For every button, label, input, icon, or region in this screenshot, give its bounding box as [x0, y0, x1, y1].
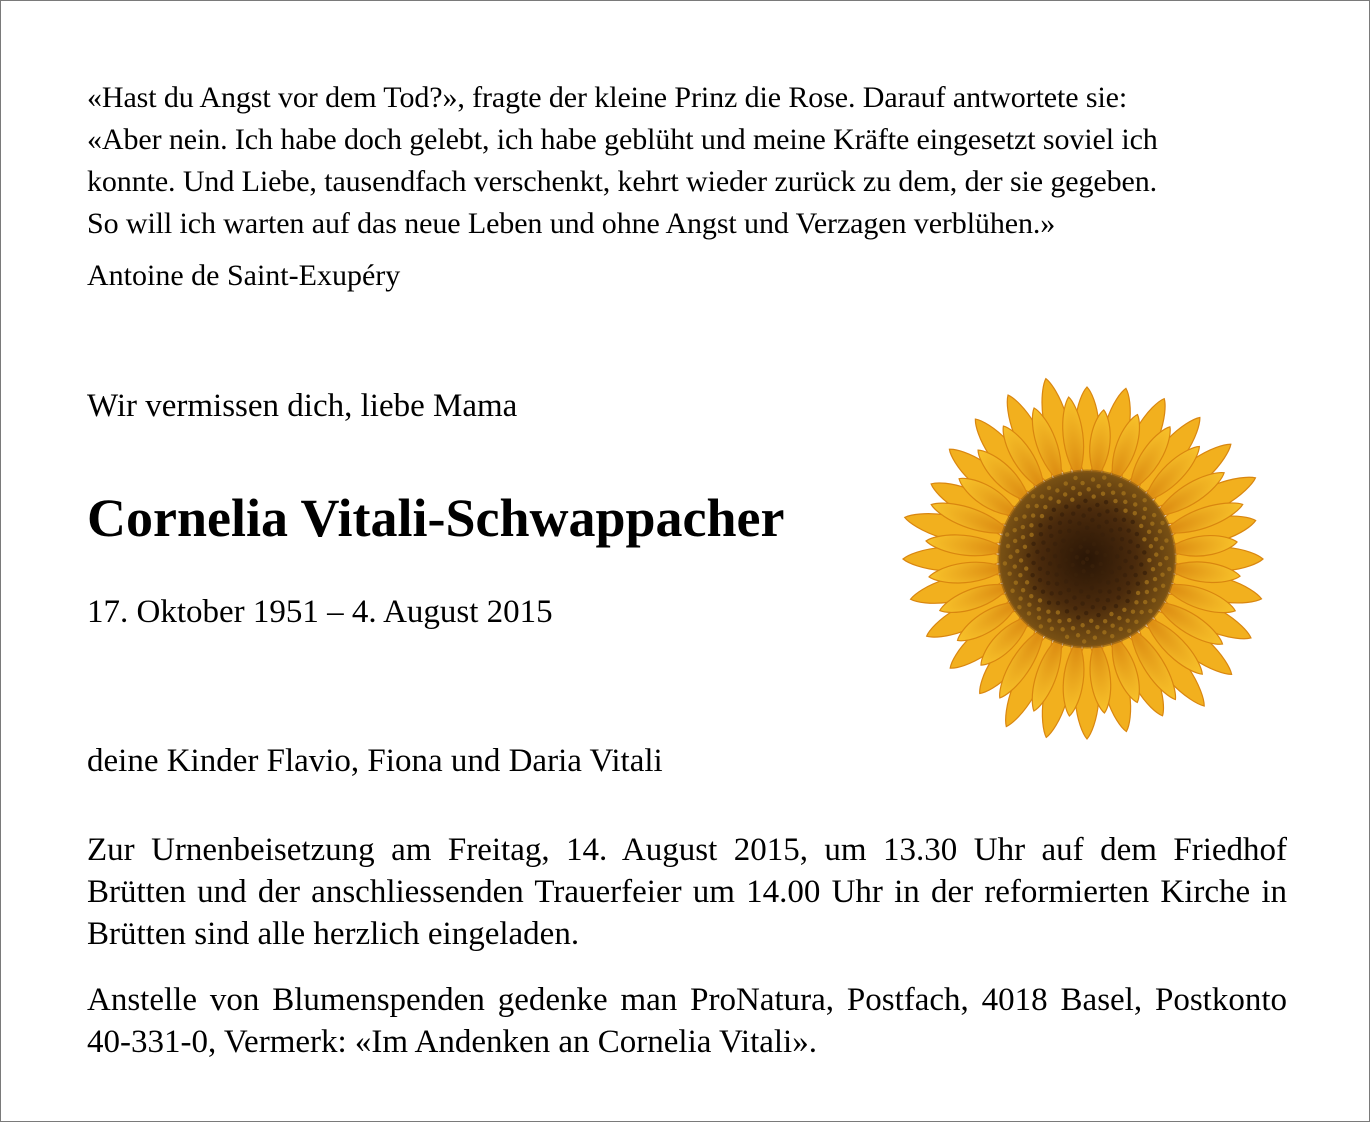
deceased-name: Cornelia Vitali-Schwappacher: [87, 488, 785, 548]
donation-paragraph: Anstelle von Blumenspenden gedenke man ProNatura, Postfach, 4018 Basel, Postkonto 40-331-0, Vermerk: «Im Andenken an Cornelia Vitali».: [87, 982, 1287, 1060]
quote-author: Antoine de Saint-Exupéry: [87, 259, 401, 292]
life-dates: 17. Oktober 1951 – 4. August 2015: [87, 594, 553, 630]
quote-line: «Aber nein. Ich habe doch gelebt, ich habe geblüht und meine Kräfte eingesetzt soviel ich: [87, 123, 1158, 156]
bereaved-children: deine Kinder Flavio, Fiona und Daria Vitali: [87, 743, 663, 779]
quote-block: [87, 77, 1287, 245]
ceremony-paragraph: Zur Urnenbeisetzung am Freitag, 14. August 2015, um 13.30 Uhr auf dem Friedhof Brütten und der anschliessenden Trauerfeier um 14.00 Uhr in der reformierten Kirche in Brütten sind alle herzlich eingeladen.: [87, 832, 1287, 952]
miss-line: Wir vermissen dich, liebe Mama: [87, 388, 518, 424]
quote-line: konnte. Und Liebe, tausendfach verschenkt, kehrt wieder zurück zu dem, der sie gegeben.: [87, 165, 1158, 198]
sunflower-icon: [893, 353, 1293, 753]
quote-line: So will ich warten auf das neue Leben und ohne Angst und Verzagen verblühen.»: [87, 207, 1056, 240]
quote-line: «Hast du Angst vor dem Tod?», fragte der kleine Prinz die Rose. Darauf antwortete sie:: [87, 81, 1128, 114]
